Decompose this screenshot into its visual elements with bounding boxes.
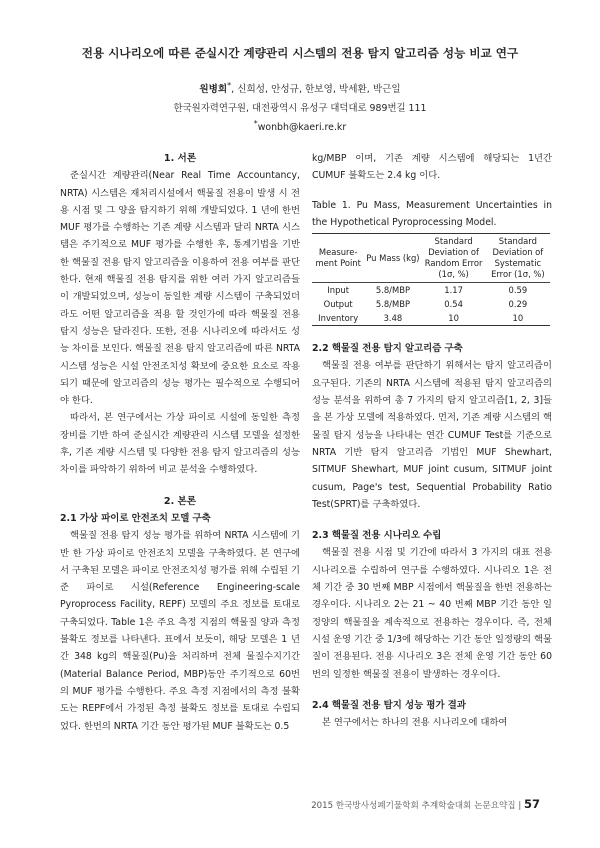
section-2-1-paragraph: 핵물질 전용 탐지 성능 평가를 위하여 NRTA 시스템에 기반 한 가상 파이로 안전조치 모델을 구축하였다. 본 연구에서 구축된 모델은 파이로 안전조치성 평가를 위해 수립된 기준 파이로 시설(Reference Engineering-scale Pyroprocess Facility, REPF) 모델의 주요 정보를 토대로 구축되었다. Table 1은 주요 측정 지점의 핵물질 양과 측정 불확도 정보를 나타낸다. 표에서 보듯이, 해당 모델은 1 년간 348 kg의 핵물질(Pu)을 처리하며 전체 물질수지기간(Material Balance Period, MBP)동안 주기적으로 60번의 MUF 평가를 수행한다. 주요 측정 지점에서의 측정 불확도는 REPF에서 가정된 측정 불확도 정보를 토대로 수립되었다. 한번의 NRTA 기간 동안 평가된 MUF 불확도는 0.5 bbox=[60, 530, 300, 732]
table-header-cell: Measure-ment Point bbox=[312, 234, 364, 283]
author-email bbox=[0, 119, 600, 133]
table-cell: 5.8/MBP bbox=[375, 285, 410, 296]
corresponding-mark: * bbox=[227, 81, 232, 90]
co-authors: , 신희성, 안성규, 한보영, 박세환, 박근일 bbox=[231, 84, 401, 96]
section-2-2-paragraph: 핵물질 전용 여부를 판단하기 위해서는 탐지 알고리즘이 요구된다. 기존의 NRTA 시스템에 적용된 탐지 알고리즘의 성능 분석을 위하여 총 7 가지의 탐지 알고리즘[1, 2, 3]들을 본 가상 모델에 적용하였다. 먼저, 기존 계량 시스템의 핵물질 탐지 성능을 나타내는 연간 CUMUF Test를 기준으로 NRTA 기반 탐지 알고리즘 기법인 MUF Shewhart, SITMUF Shewhart, MUF joint cusum, SITMUF joint cusum, Page's test, Sequential Probability Ratio Test(SPRT)를 구축하였다. bbox=[312, 360, 552, 510]
table-cell: 0.54 bbox=[444, 299, 463, 310]
intro-paragraph-2: 따라서, 본 연구에서는 가상 파이로 시설에 동일한 측정 장비를 기반 하여 준실시간 계량관리 시스템 모델을 설정한 후, 기존 계량 시스템 및 다양한 전용 탐지 알고리즘의 성능 차이를 파악하기 위하여 비교 분석을 수행하였다. bbox=[60, 412, 300, 476]
page-footer bbox=[311, 797, 540, 811]
footer-separator: | bbox=[518, 801, 522, 811]
lead-author: 원병희 bbox=[199, 84, 228, 96]
intro-paragraph-1: 준실시간 계량관리(Near Real Time Accountancy, NRTA) 시스템은 재처리시설에서 핵물질 전용이 발생 시 전용 시점 및 그 양을 탐지하기 위해 개발되었다. 1 년에 한번 MUF 평가를 수행하는 기존 계량 시스템과 달리 NRTA 시스템은 주기적으로 MUF 평가를 수행한 후, 통계기법을 기반 한 핵물질 전용 탐지 알고리즘을 이용하여 전용 여부를 판단한다. 현재 핵물질 전용 탐지를 위한 여러 가지 알고리즘들이 개발되었으며, 성능이 동일한 계량 시스템이 구축되었더라도 어떤 알고리즘을 적용 할 것인가에 따라 핵물질 전용 탐지 성능은 달라진다. 또한, 전용 시나리오에 따라서도 성능 차이를 보인다. 핵물질 전용 탐지 알고리즘에 따른 NRTA 시스템 성능은 시설 안전조치성 확보에 중요한 요소로 작용되기 때문에 알고리즘의 성능 평가는 필수적으로 수행되어야 한다. bbox=[60, 170, 300, 407]
continued-paragraph: kg/MBP 이며, 기존 계량 시스템에 해당되는 1년간 CUMUF 불확도는 2.4 kg 이다. bbox=[312, 153, 552, 182]
table-cell: 10 bbox=[486, 311, 550, 326]
left-column bbox=[60, 150, 300, 735]
section-heading-body: 2. 본론 bbox=[163, 495, 197, 507]
table-cell: Input bbox=[327, 285, 350, 296]
section-2-3-paragraph: 핵물질 전용 시점 및 기간에 따라서 3 가지의 대표 전용 시나리오를 수립하여 연구를 수행하였다. 시나리오 1은 전체 기간 중 30 번째 MBP 시점에서 핵물질을 한번 전용하는 경우이다. 시나리오 2는 21 ~ 40 번째 MBP 기간 동안 일정양의 핵물질을 계속적으로 전용하는 경우이다. 즉, 전체 시설 운영 기간 중 1/3에 해당하는 기간 동안 일정량의 핵물질이 전용된다. 전용 시나리오 3은 전체 운영 기간 동안 60번의 일정한 핵물질 전용이 발생하는 경우이다. bbox=[312, 547, 552, 680]
subsection-heading-2-2: 2.2 핵물질 전용 탐지 알고리즘 구축 bbox=[312, 343, 463, 355]
email-address: wonbh@kaeri.re.kr bbox=[257, 122, 347, 134]
proceedings-title: 2015 한국방사성폐기물학회 추계학술대회 논문요약집 bbox=[311, 801, 516, 811]
table-caption: Table 1. Pu Mass, Measurement Uncertainties in the Hypothetical Pyroprocessing Model. bbox=[312, 199, 552, 228]
page-number: 57 bbox=[523, 797, 540, 811]
table-cell: 0.29 bbox=[508, 299, 528, 310]
subsection-heading-2-1: 2.1 가상 파이로 안전조치 모델 구축 bbox=[60, 512, 211, 524]
table-cell: 1.17 bbox=[444, 285, 463, 296]
pu-mass-table bbox=[312, 233, 550, 326]
paper-title: 전용 시나리오에 따른 준실시간 계량관리 시스템의 전용 탐지 알고리즘 성능 비교 연구 bbox=[81, 46, 519, 60]
right-column bbox=[312, 150, 552, 731]
table-cell: 0.59 bbox=[508, 285, 528, 296]
table-cell: 3.48 bbox=[364, 311, 421, 326]
subsection-heading-2-3: 2.3 핵물질 전용 시나리오 수립 bbox=[312, 530, 442, 542]
author-list bbox=[0, 81, 600, 95]
table-cell: 10 bbox=[421, 311, 485, 326]
affiliation: 한국원자력연구원, 대전광역시 유성구 대덕대로 989번길 111 bbox=[173, 103, 427, 114]
table-row bbox=[312, 297, 550, 311]
table-cell: Inventory bbox=[312, 311, 364, 326]
email-mark: * bbox=[253, 119, 258, 128]
table-cell: Output bbox=[323, 299, 353, 310]
table-header-cell: Pu Mass (kg) bbox=[364, 234, 421, 283]
section-2-4-paragraph: 본 연구에서는 하나의 전용 시나리오에 대하여 bbox=[322, 717, 508, 729]
table-header-cell: Standard Deviation of Systematic Error (1σ, %) bbox=[486, 234, 550, 283]
section-heading-intro: 1. 서론 bbox=[163, 153, 197, 164]
table-row bbox=[312, 311, 550, 326]
table-cell: 5.8/MBP bbox=[375, 299, 410, 310]
table-header-cell: Standard Deviation of Random Error (1σ, %) bbox=[421, 234, 485, 283]
table-row bbox=[312, 283, 550, 298]
subsection-heading-2-4: 2.4 핵물질 전용 탐지 성능 평가 결과 bbox=[312, 699, 466, 711]
